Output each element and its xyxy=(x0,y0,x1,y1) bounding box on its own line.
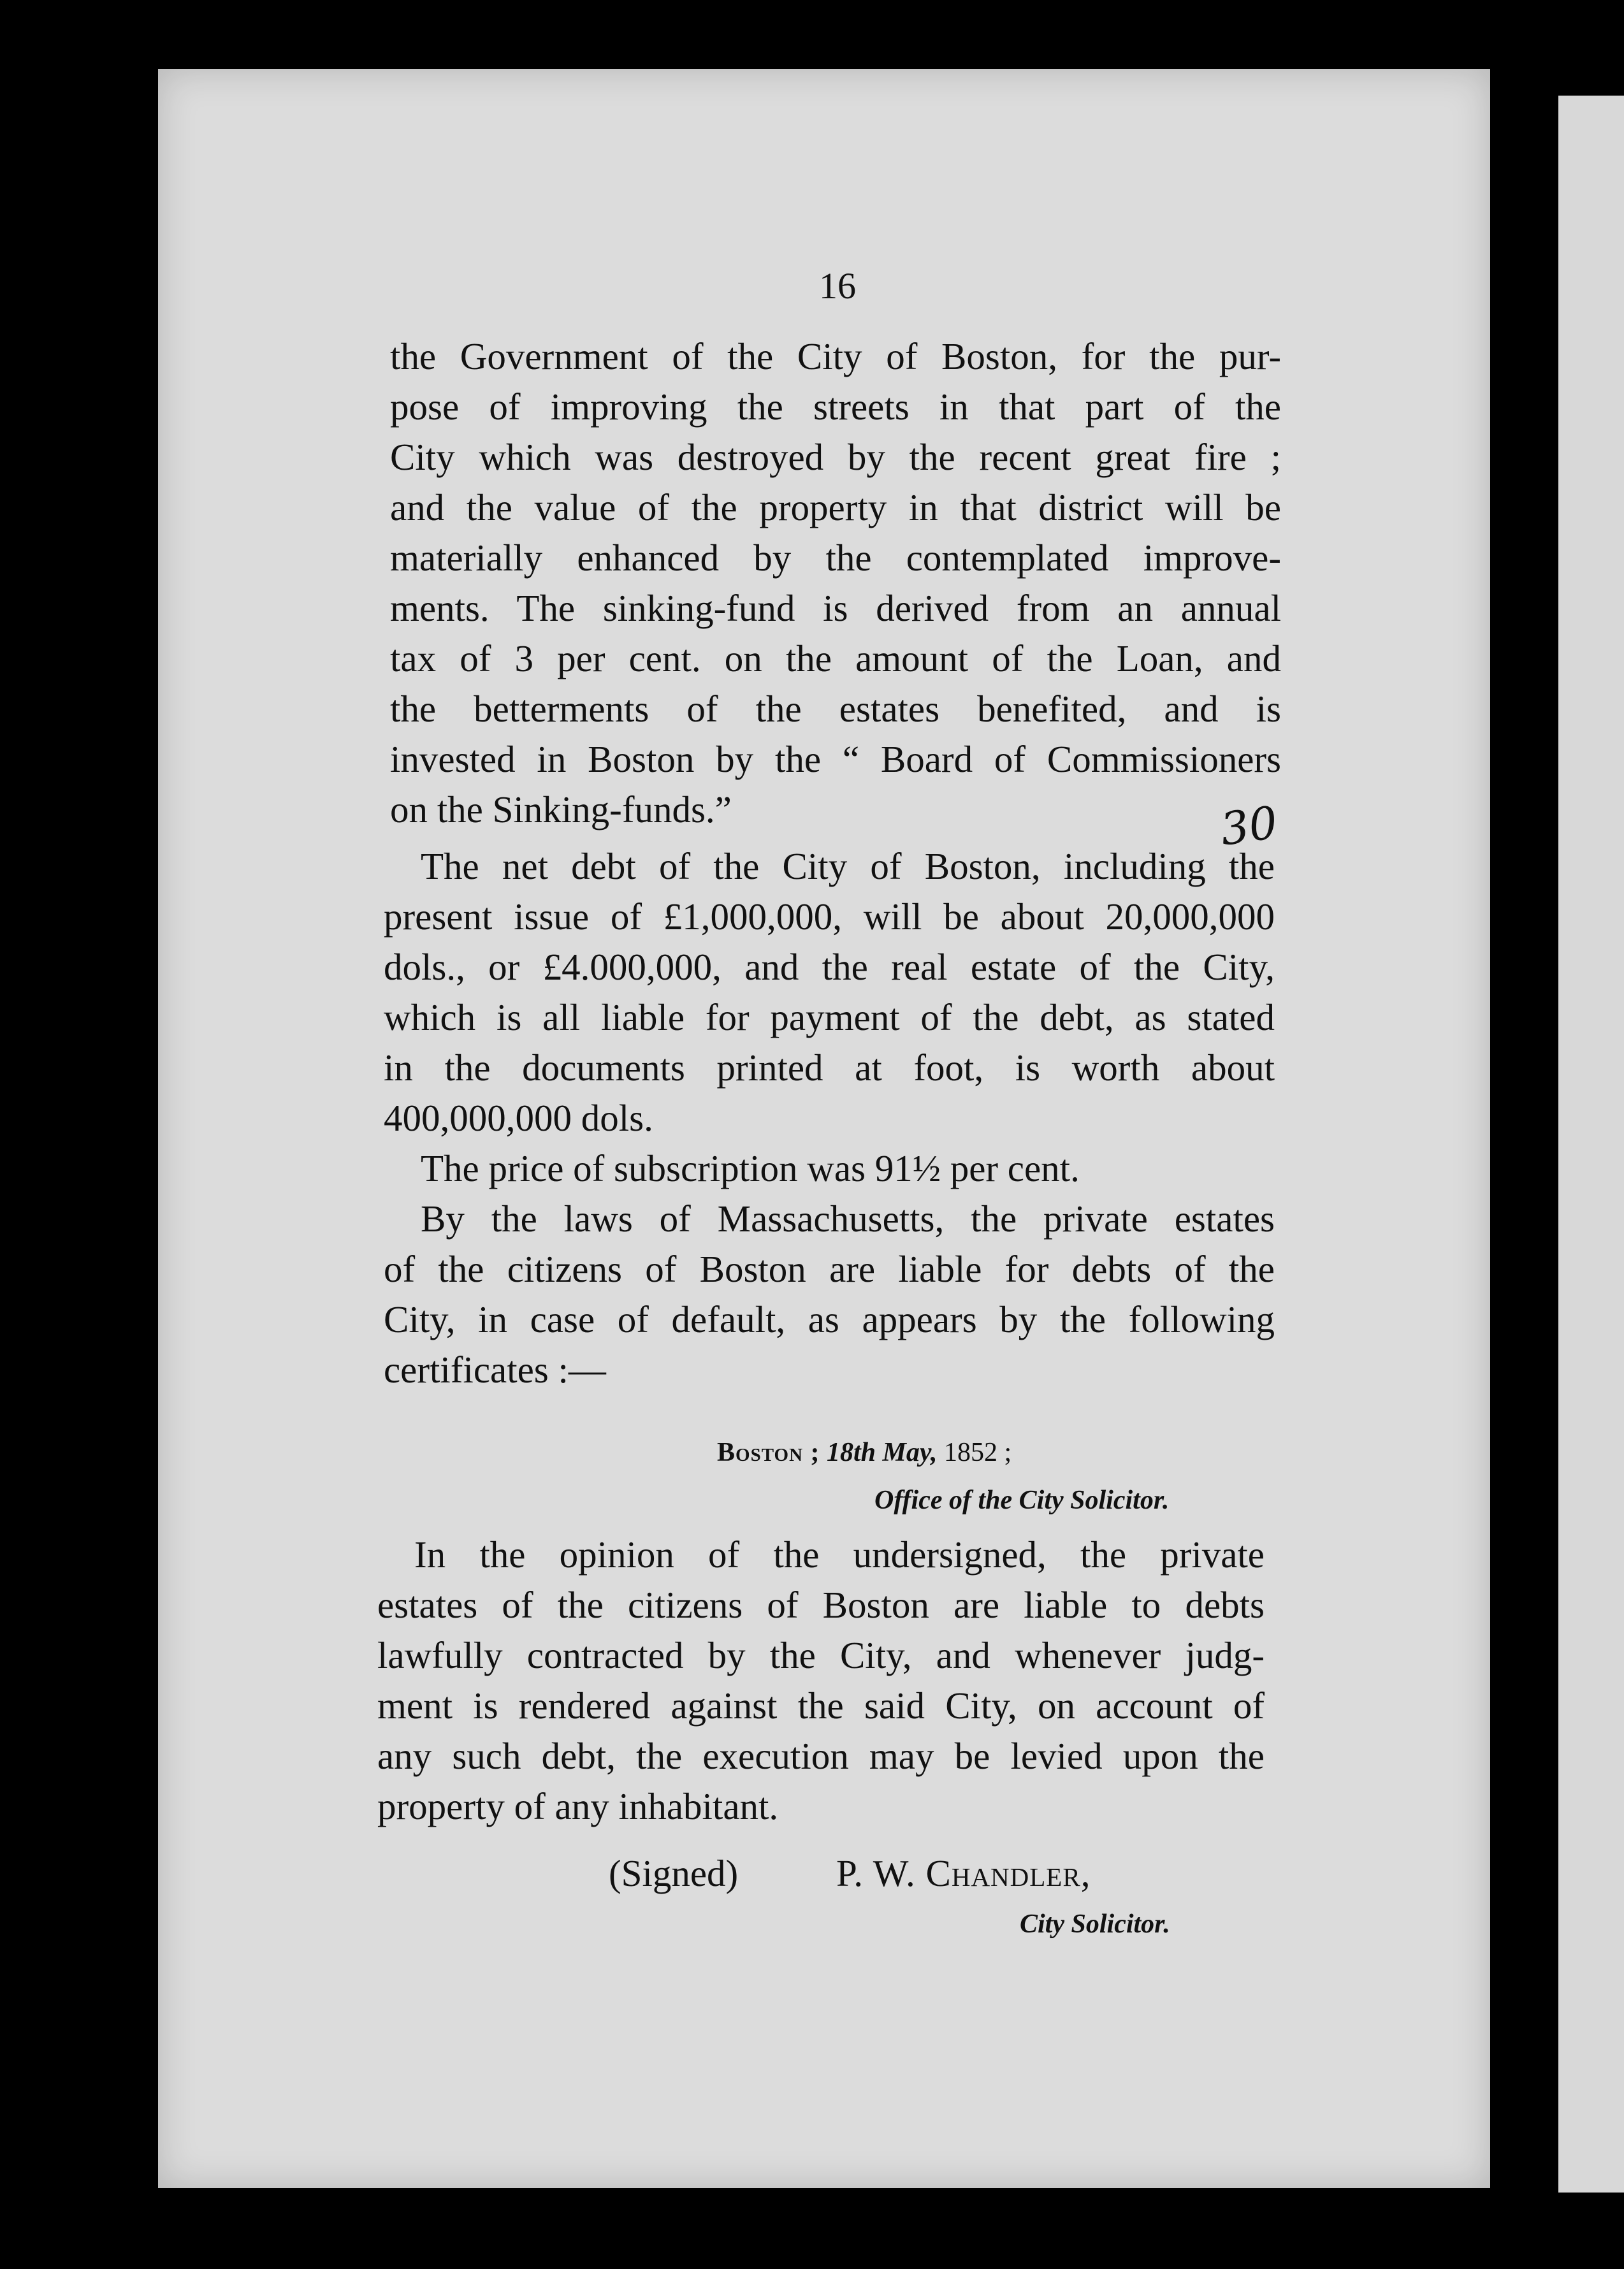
dateline-year: 1852 ; xyxy=(943,1438,1012,1467)
text-line: tax of 3 per cent. on the amount of the Loan, and xyxy=(390,637,1281,679)
text-line: certificates :— xyxy=(384,1349,606,1391)
text-line: pose of improving the streets in that part of the xyxy=(390,386,1281,428)
dateline-place: Boston ; xyxy=(717,1438,820,1467)
text-line: the Government of the City of Boston, for the pur- xyxy=(390,335,1281,377)
signed-label: (Signed) xyxy=(609,1852,739,1894)
text-line: dols., or £4.000,000, and the real estate of the City, xyxy=(384,946,1275,988)
dateline-date: 18th May, xyxy=(827,1438,938,1467)
text-line: 400,000,000 dols. xyxy=(384,1097,653,1139)
text-line: In the opinion of the undersigned, the private xyxy=(414,1533,1265,1576)
paragraph-net-debt xyxy=(384,841,1275,1395)
signer-name: P. W. Chandler, xyxy=(836,1852,1091,1894)
text-line: any such debt, the execution may be levied upon the xyxy=(377,1735,1265,1777)
text-line: estates of the citizens of Boston are liable to debts xyxy=(377,1584,1265,1626)
text-line: materially enhanced by the contemplated improve- xyxy=(390,537,1281,579)
text-line: The net debt of the City of Boston, including the xyxy=(421,845,1275,887)
paragraph-opinion xyxy=(377,1530,1265,1832)
paragraph-price: The price of subscription was 91½ per cent. xyxy=(421,1147,1080,1189)
office-line: Office of the City Solicitor. xyxy=(874,1486,1170,1515)
text-line: which is all liable for payment of the debt, as stated xyxy=(384,996,1275,1038)
text-line: property of any inhabitant. xyxy=(377,1785,779,1827)
signer-title: City Solicitor. xyxy=(1020,1910,1170,1939)
paragraph-sinking-fund xyxy=(390,331,1281,835)
handwritten-note: 30 xyxy=(1217,796,1281,856)
text-line: By the laws of Massachusetts, the private estates xyxy=(421,1198,1275,1240)
text-line: invested in Boston by the “ Board of Commissioners xyxy=(390,738,1281,780)
adjacent-page-edge xyxy=(1558,96,1624,2193)
text-line: ment is rendered against the said City, on account of xyxy=(377,1685,1265,1727)
text-line: the betterments of the estates benefited, and is xyxy=(390,688,1281,730)
text-line: City which was destroyed by the recent great fire ; xyxy=(390,436,1281,478)
text-line: and the value of the property in that district will be xyxy=(390,486,1281,528)
dateline xyxy=(717,1437,1011,1468)
text-line: present issue of £1,000,000, will be about 20,000,000 xyxy=(384,895,1275,938)
text-line: in the documents printed at foot, is worth about xyxy=(384,1047,1275,1089)
page-number: 16 xyxy=(819,265,856,307)
text-line: lawfully contracted by the City, and whenever judg- xyxy=(377,1634,1265,1676)
text-line: on the Sinking-funds.” xyxy=(390,788,732,830)
text-line: ments. The sinking-fund is derived from an annual xyxy=(390,587,1281,629)
text-line: of the citizens of Boston are liable for debts of the xyxy=(384,1248,1275,1290)
text-line: City, in case of default, as appears by the following xyxy=(384,1298,1275,1340)
